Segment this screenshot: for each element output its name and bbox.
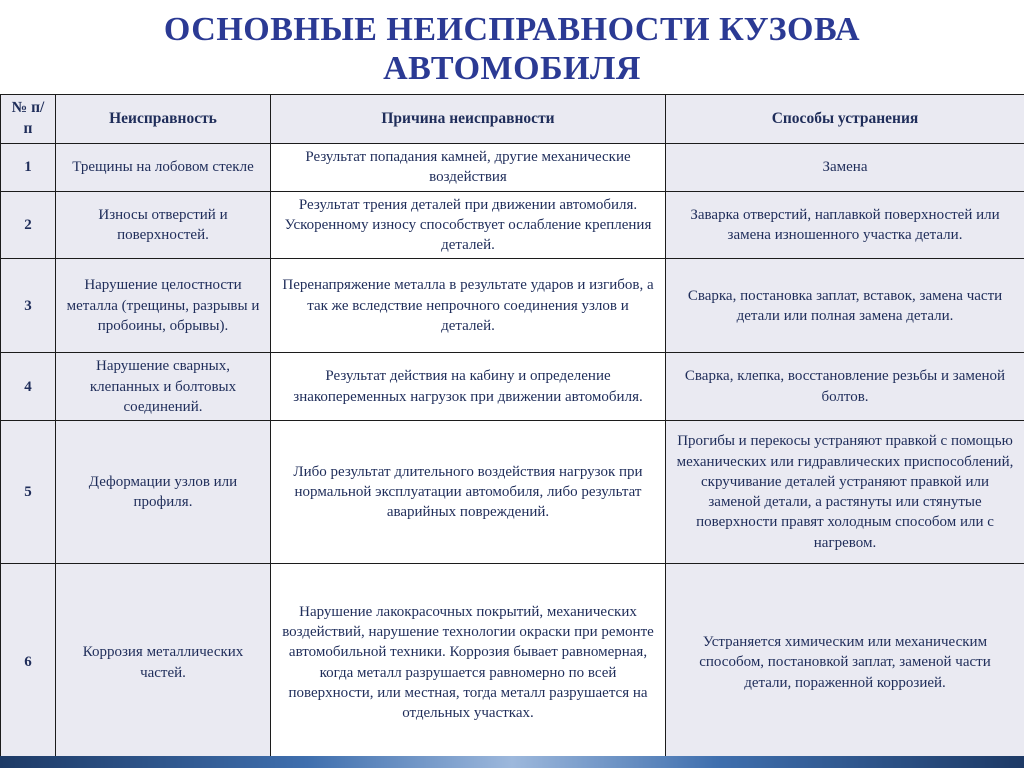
table-header-row xyxy=(1,95,1024,144)
cell-fault: Нарушение сварных, клепанных и болтовых соединений. xyxy=(56,353,271,421)
cell-cause: Результат попадания камней, другие механические воздействия xyxy=(271,144,666,192)
col-header-cause: Причина неисправности xyxy=(271,95,666,144)
cell-fault: Трещины на лобовом стекле xyxy=(56,144,271,192)
cell-fault: Деформации узлов или профиля. xyxy=(56,421,271,564)
table-row xyxy=(1,564,1024,762)
cell-num: 3 xyxy=(1,259,56,353)
cell-cause: Перенапряжение металла в результате ударов и изгибов, а так же вследствие непрочного соединения узлов и деталей. xyxy=(271,259,666,353)
table-row xyxy=(1,353,1024,421)
cell-fix: Сварка, клепка, восстановление резьбы и заменой болтов. xyxy=(666,353,1024,421)
cell-num: 2 xyxy=(1,191,56,259)
cell-cause: Результат трения деталей при движении автомобиля. Ускоренному износу способствует ослабление крепления деталей. xyxy=(271,191,666,259)
cell-fault: Нарушение целостности металла (трещины, разрывы и пробоины, обрывы). xyxy=(56,259,271,353)
cell-fix: Замена xyxy=(666,144,1024,192)
cell-fix: Прогибы и перекосы устраняют правкой с помощью механических или гидравлических приспособлений, скручивание деталей устраняют правкой или заменой детали, а растянуты или стянутые поверхности правят холодным способом или с нагревом. xyxy=(666,421,1024,564)
cell-num: 5 xyxy=(1,421,56,564)
cell-fix: Сварка, постановка заплат, вставок, замена части детали или полная замена детали. xyxy=(666,259,1024,353)
col-header-fix: Способы устранения xyxy=(666,95,1024,144)
cell-num: 1 xyxy=(1,144,56,192)
faults-table xyxy=(0,94,1024,762)
col-header-fault: Неисправность xyxy=(56,95,271,144)
page-title: ОСНОВНЫЕ НЕИСПРАВНОСТИ КУЗОВА АВТОМОБИЛЯ xyxy=(163,11,861,88)
slide-bottom-bar xyxy=(0,756,1024,768)
col-header-num: № п/п xyxy=(1,95,56,144)
cell-cause: Либо результат длительного воздействия нагрузок при нормальной эксплуатации автомобиля, либо результат аварийных повреждений. xyxy=(271,421,666,564)
cell-fix: Устраняется химическим или механическим способом, постановкой заплат, заменой части детали, пораженной коррозией. xyxy=(666,564,1024,762)
cell-num: 6 xyxy=(1,564,56,762)
table-row xyxy=(1,144,1024,192)
cell-cause: Результат действия на кабину и определение знакопеременных нагрузок при движении автомобиля. xyxy=(271,353,666,421)
table-row xyxy=(1,259,1024,353)
cell-fix: Заварка отверстий, наплавкой поверхностей или замена изношенного участка детали. xyxy=(666,191,1024,259)
cell-num: 4 xyxy=(1,353,56,421)
cell-fault: Коррозия металлических частей. xyxy=(56,564,271,762)
cell-cause: Нарушение лакокрасочных покрытий, механических воздействий, нарушение технологии окраски при ремонте автомобильной техники. Коррозия бывает равномерная, когда металл разрушается равномерно по всей поверхности, или местная, тогда металл разрушается на отдельных участках. xyxy=(271,564,666,762)
table-row xyxy=(1,421,1024,564)
table-row xyxy=(1,191,1024,259)
cell-fault: Износы отверстий и поверхностей. xyxy=(56,191,271,259)
